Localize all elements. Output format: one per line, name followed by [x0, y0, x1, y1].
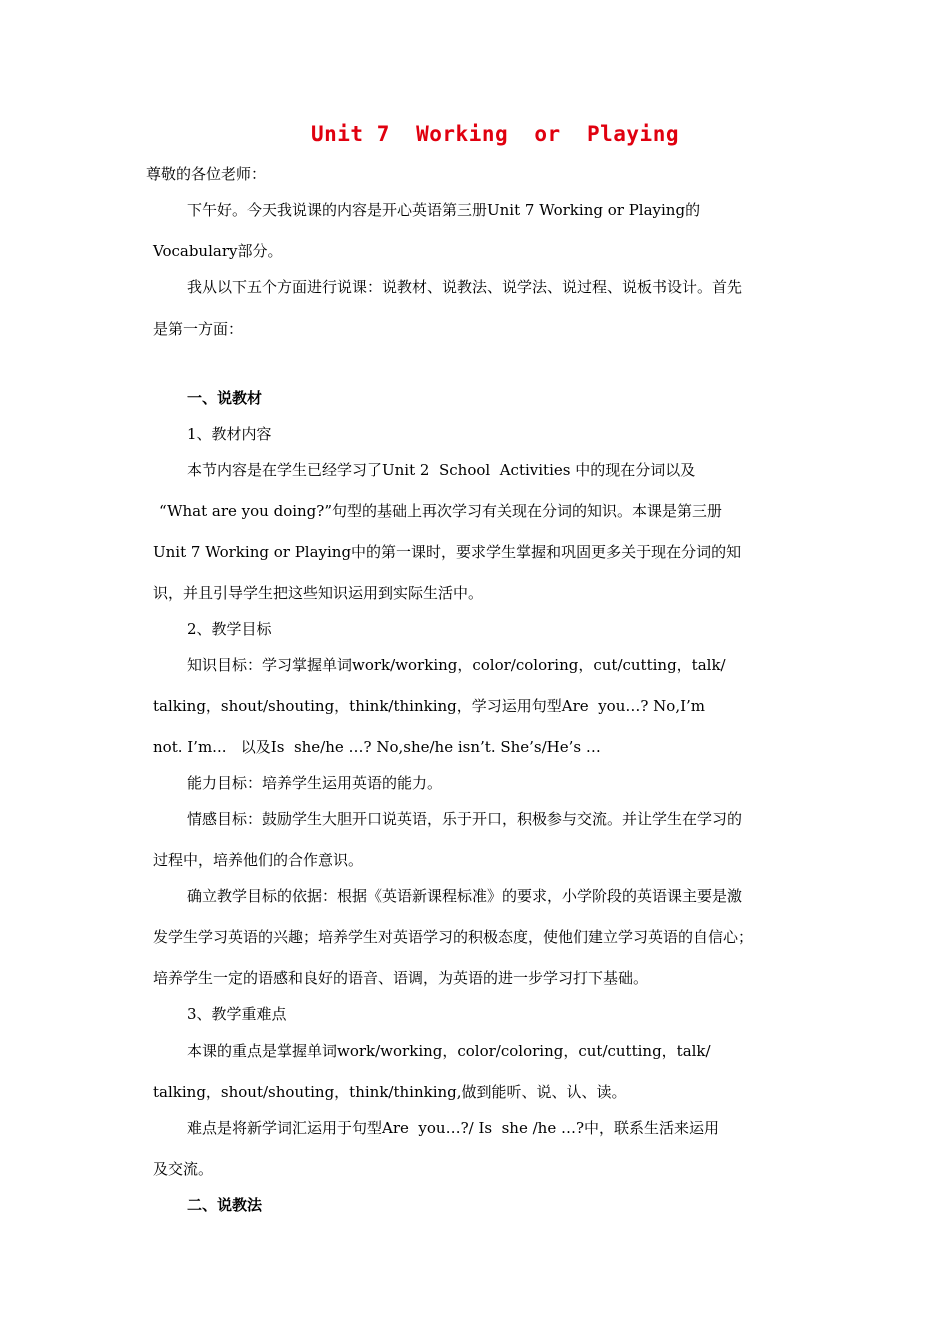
paragraph-line: talking，shout/shouting，think/thinking，学习运用句型Are you…? No,I’m: [153, 697, 706, 715]
paragraph-line: 确立教学目标的依据：根据《英语新课程标准》的要求，小学阶段的英语课主要是激: [187, 887, 743, 905]
paragraph-line: 1、教材内容: [187, 425, 272, 443]
paragraph-line: 发学生学习英语的兴趣；培养学生对英语学习的积极态度，使他们建立学习英语的自信心；: [153, 928, 754, 946]
paragraph-line: not. I’m... 以及Is she/he …? No,she/he isn’t. She’s/He’s …: [153, 738, 601, 756]
section-heading: 一、说教材: [187, 389, 263, 407]
paragraph-line: 识，并且引导学生把这些知识运用到实际生活中。: [153, 584, 484, 602]
paragraph-line: 下午好。今天我说课的内容是开心英语第三册Unit 7 Working or Playing的: [187, 201, 701, 219]
paragraph-line: 尊敬的各位老师：: [146, 165, 267, 183]
paragraph-line: talking，shout/shouting，think/thinking,做到能听、说、认、读。: [153, 1083, 627, 1101]
section-heading: 二、说教法: [187, 1196, 263, 1214]
paragraph-line: Unit 7 Working or Playing中的第一课时，要求学生掌握和巩固更多关于现在分词的知: [153, 543, 742, 561]
paragraph-line: “What are you doing?”句型的基础上再次学习有关现在分词的知识。本课是第三册: [159, 502, 723, 520]
paragraph-line: 本课的重点是掌握单词work/working，color/coloring，cut/cutting，talk/: [187, 1042, 711, 1060]
paragraph-line: 我从以下五个方面进行说课：说教材、说教法、说学法、说过程、说板书设计。首先: [187, 278, 743, 296]
paragraph-line: 难点是将新学词汇运用于句型Are you…?/ Is she /he …?中，联系生活来运用: [187, 1119, 720, 1137]
paragraph-line: 3、教学重难点: [187, 1005, 287, 1023]
paragraph-line: 是第一方面：: [153, 320, 244, 338]
paragraph-line: 本节内容是在学生已经学习了Unit 2 School Activities 中的现在分词以及: [187, 461, 696, 479]
paragraph-line: 2、教学目标: [187, 620, 272, 638]
document-title: Unit 7 Working or Playing: [310, 122, 679, 146]
paragraph-line: 知识目标：学习掌握单词work/working，color/coloring，cut/cutting，talk/: [187, 656, 726, 674]
paragraph-line: 过程中，培养他们的合作意识。: [153, 851, 364, 869]
paragraph-line: 情感目标：鼓励学生大胆开口说英语，乐于开口，积极参与交流。并让学生在学习的: [187, 810, 743, 828]
paragraph-line: 培养学生一定的语感和良好的语音、语调，为英语的进一步学习打下基础。: [153, 969, 649, 987]
paragraph-line: 能力目标：培养学生运用英语的能力。: [187, 774, 443, 792]
paragraph-line: Vocabulary部分。: [153, 242, 283, 260]
paragraph-line: 及交流。: [153, 1160, 214, 1178]
